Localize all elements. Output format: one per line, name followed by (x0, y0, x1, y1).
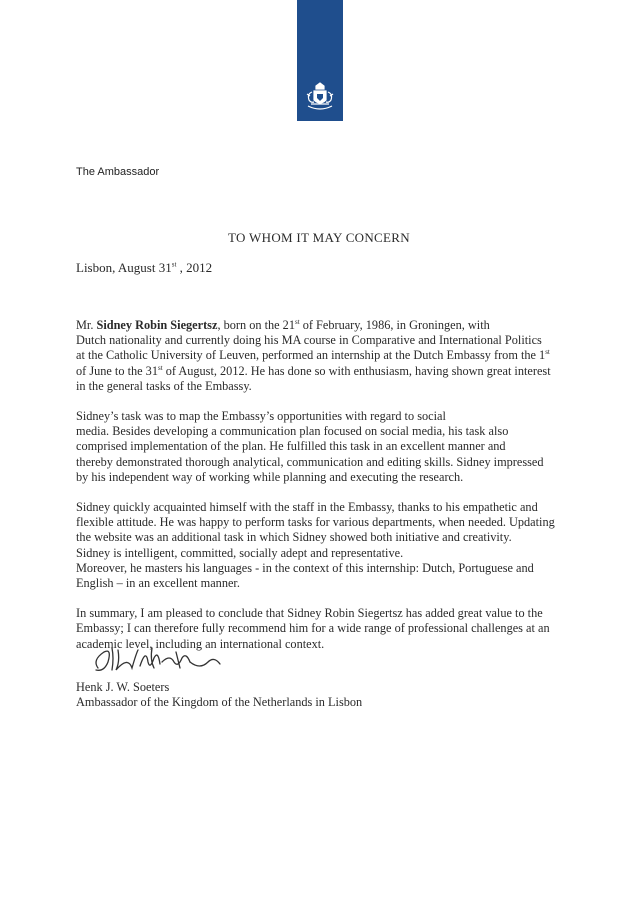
signer-block (76, 680, 362, 710)
paragraph-introduction: Mr. Sidney Robin Siegertsz, born on the 21st of February, 1986, in Groningen, with Dutch nationality and currently doing his MA course in Comparative and International Politics at the Catholic University of Leuven, performed an internship at the Dutch Embassy from the 1st of June to the 31st of August, 2012. He has done so with enthusiasm, having shown great interest in the general tasks of the Embassy. (76, 317, 551, 393)
letter-date: Lisbon, August 31st , 2012 (76, 260, 213, 275)
national-emblem-bar (297, 0, 343, 121)
letter-body (76, 318, 576, 667)
handwritten-signature (90, 640, 240, 676)
intern-name: Sidney Robin Siegertsz (96, 318, 218, 332)
paragraph-summary: In summary, I am pleased to conclude that Sidney Robin Siegertsz has added great value to the Embassy; I can therefore fully recommend him for a wide range of professional challenges at an academic level, including an international context. (76, 606, 550, 651)
sender-title: The Ambassador (76, 166, 160, 178)
signer-name: Henk J. W. Soeters (76, 680, 170, 694)
paragraph-attitude: Sidney quickly acquainted himself with the staff in the Embassy, thanks to his empathetic and flexible attitude. He was happy to perform tasks for various departments, when needed. Updating the website was an additional task in which Sidney showed both initiative and creativity. Sidney is intelligent, committed, socially adept and representative. Moreover, he masters his languages - in the context of this internship: Dutch, Portuguese and English – in an excellent manner. (76, 500, 555, 591)
coat-of-arms-icon (302, 82, 338, 114)
paragraph-task: Sidney’s task was to map the Embassy’s opportunities with regard to social media. Besides developing a communication plan focused on social media, his task also comprised implementation of the plan. He fulfilled this task in an excellent manner and thereby demonstrated thorough analytical, communication and editing skills. Sidney impressed by his independent way of working while planning and executing the research. (76, 409, 544, 484)
signer-title: Ambassador of the Kingdom of the Netherlands in Lisbon (76, 695, 363, 710)
letter-heading: TO WHOM IT MAY CONCERN (228, 230, 410, 245)
